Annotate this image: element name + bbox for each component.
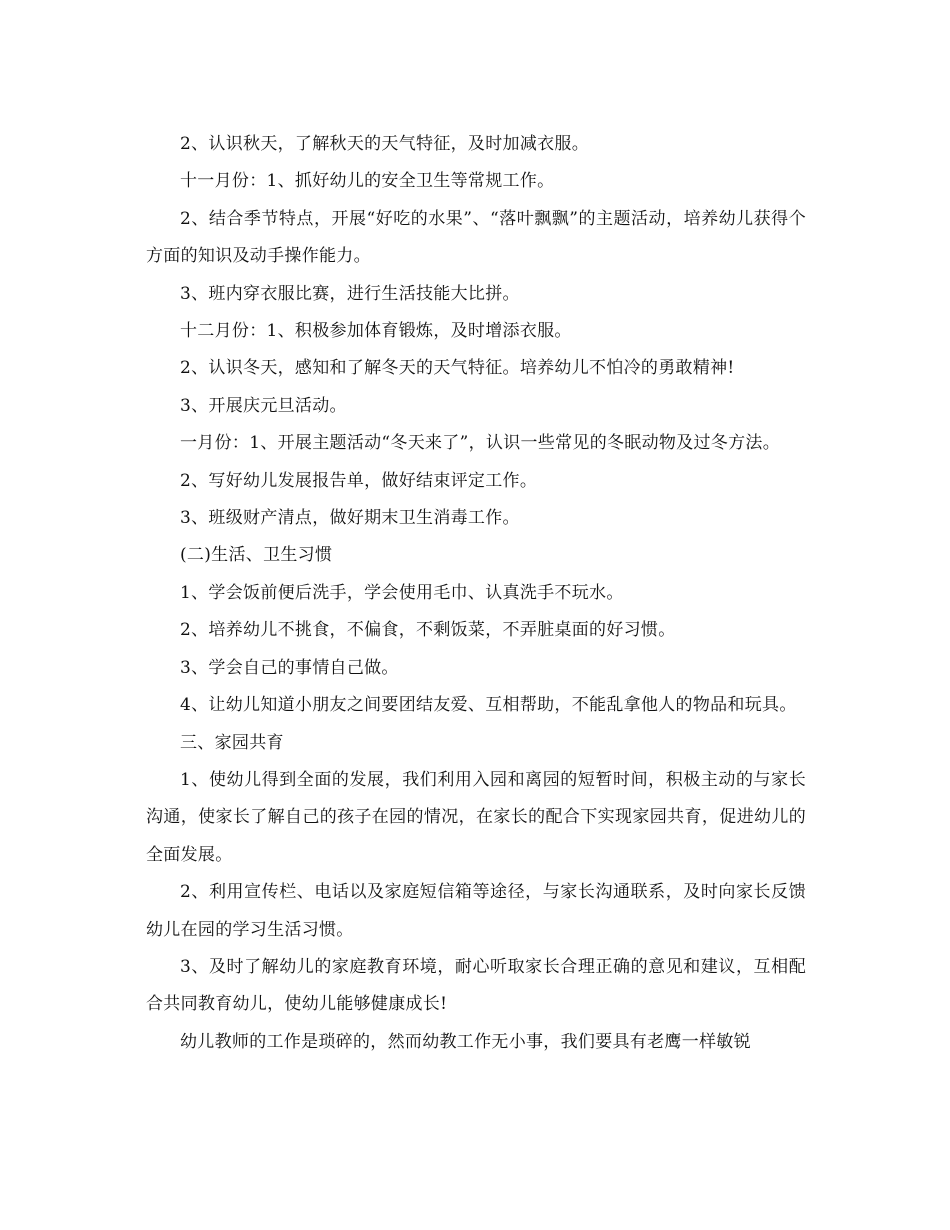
document-body xyxy=(146,126,806,1061)
section-heading-home-school: 三、家园共育 xyxy=(180,732,284,753)
paragraph-december-1: 十二月份：1、积极参加体育锻炼，及时增添衣服。 xyxy=(180,321,572,342)
paragraph-december-2: 2、认识冬天，感知和了解冬天的天气特征。培养幼儿不怕冷的勇敢精神! xyxy=(180,358,735,379)
paragraph-january-2: 2、写好幼儿发展报告单，做好结束评定工作。 xyxy=(180,470,538,491)
paragraph-habits-1: 1、学会饭前便后洗手，学会使用毛巾、认真洗手不玩水。 xyxy=(180,582,624,603)
paragraph-january-3: 3、班级财产清点，做好期末卫生消毒工作。 xyxy=(180,508,520,529)
paragraph-habits-4: 4、让幼儿知道小朋友之间要团结友爱、互相帮助，不能乱拿他人的物品和玩具。 xyxy=(180,695,797,716)
section-heading-habits: (二)生活、卫生习惯 xyxy=(180,545,333,566)
paragraph-closing: 幼儿教师的工作是琐碎的，然而幼教工作无小事，我们要具有老鹰一样敏锐 xyxy=(180,1031,751,1052)
paragraph-autumn-recognition: 2、认识秋天，了解秋天的天气特征，及时加减衣服。 xyxy=(180,134,590,154)
paragraph-november-2: 2、结合季节特点，开展“好吃的水果”、“落叶飘飘”的主题活动，培养幼儿获得个方面的知识及动手操作能力。 xyxy=(146,208,806,267)
paragraph-december-3: 3、开展庆元旦活动。 xyxy=(180,395,347,416)
paragraph-november-1: 十一月份：1、抓好幼儿的安全卫生等常规工作。 xyxy=(180,171,555,192)
paragraph-habits-2: 2、培养幼儿不挑食，不偏食，不剩饭菜，不弄脏桌面的好习惯。 xyxy=(180,620,676,641)
paragraph-november-3: 3、班内穿衣服比赛，进行生活技能大比拼。 xyxy=(180,283,520,304)
paragraph-january-1: 一月份：1、开展主题活动“冬天来了”，认识一些常见的冬眠动物及过冬方法。 xyxy=(180,433,780,454)
paragraph-home-school-1: 1、使幼儿得到全面的发展，我们利用入园和离园的短暂时间，积极主动的与家长沟通，使家长了解自己的孩子在园的情况，在家长的配合下实现家园共育，促进幼儿的全面发展。 xyxy=(146,769,806,865)
paragraph-habits-3: 3、学会自己的事情自己做。 xyxy=(180,657,399,678)
paragraph-home-school-2: 2、利用宣传栏、电话以及家庭短信箱等途径，与家长沟通联系，及时向家长反馈幼儿在园的学习生活习惯。 xyxy=(146,882,806,940)
paragraph-home-school-3: 3、及时了解幼儿的家庭教育环境，耐心听取家长合理正确的意见和建议，互相配合共同教育幼儿，使幼儿能够健康成长! xyxy=(146,956,806,1015)
